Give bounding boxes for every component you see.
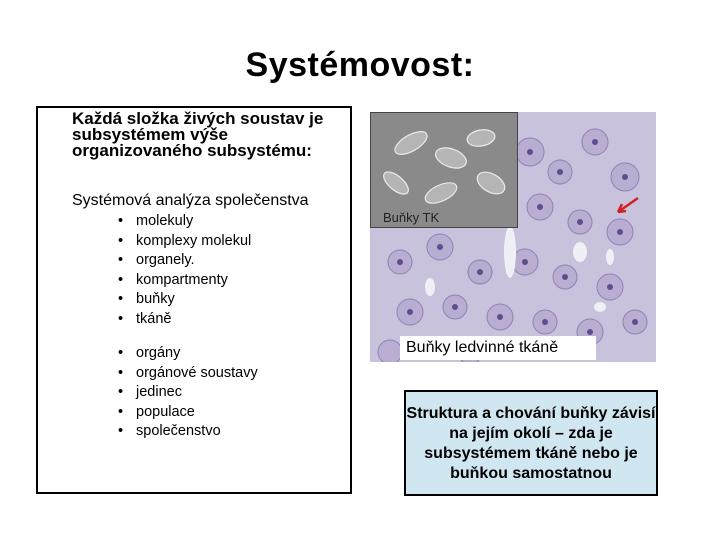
- list-item: • organely.: [118, 251, 251, 271]
- list-item: • orgány: [118, 344, 258, 364]
- level-list-1: [118, 212, 251, 330]
- note-box: Struktura a chování buňky závisí na jejím okolí – zda je subsystémem tkáně nebo je buňkou samostatnou: [404, 390, 658, 496]
- hierarchy-box: [36, 106, 352, 494]
- list-item: • molekuly: [118, 212, 251, 232]
- list-item: • buňky: [118, 290, 251, 310]
- cultured-cells-image: [370, 112, 518, 228]
- list-item: • orgánové soustavy: [118, 364, 258, 384]
- hierarchy-subheading: Systémová analýza společenstva: [72, 192, 309, 209]
- level-list-2: [118, 344, 258, 442]
- hierarchy-heading: Každá složka živých soustav je subsystémem výše organizovaného subsystému:: [72, 109, 324, 160]
- cells-label: Buňky TK: [383, 210, 440, 225]
- list-item: • populace: [118, 403, 258, 423]
- list-item: • kompartmenty: [118, 271, 251, 291]
- list-item: • společenstvo: [118, 422, 258, 442]
- list-item: • jedinec: [118, 383, 258, 403]
- tissue-label: Buňky ledvinné tkáně: [400, 336, 596, 360]
- list-item: • komplexy molekul: [118, 232, 251, 252]
- list-item: • tkáně: [118, 310, 251, 330]
- slide-title: Systémovost:: [245, 46, 475, 84]
